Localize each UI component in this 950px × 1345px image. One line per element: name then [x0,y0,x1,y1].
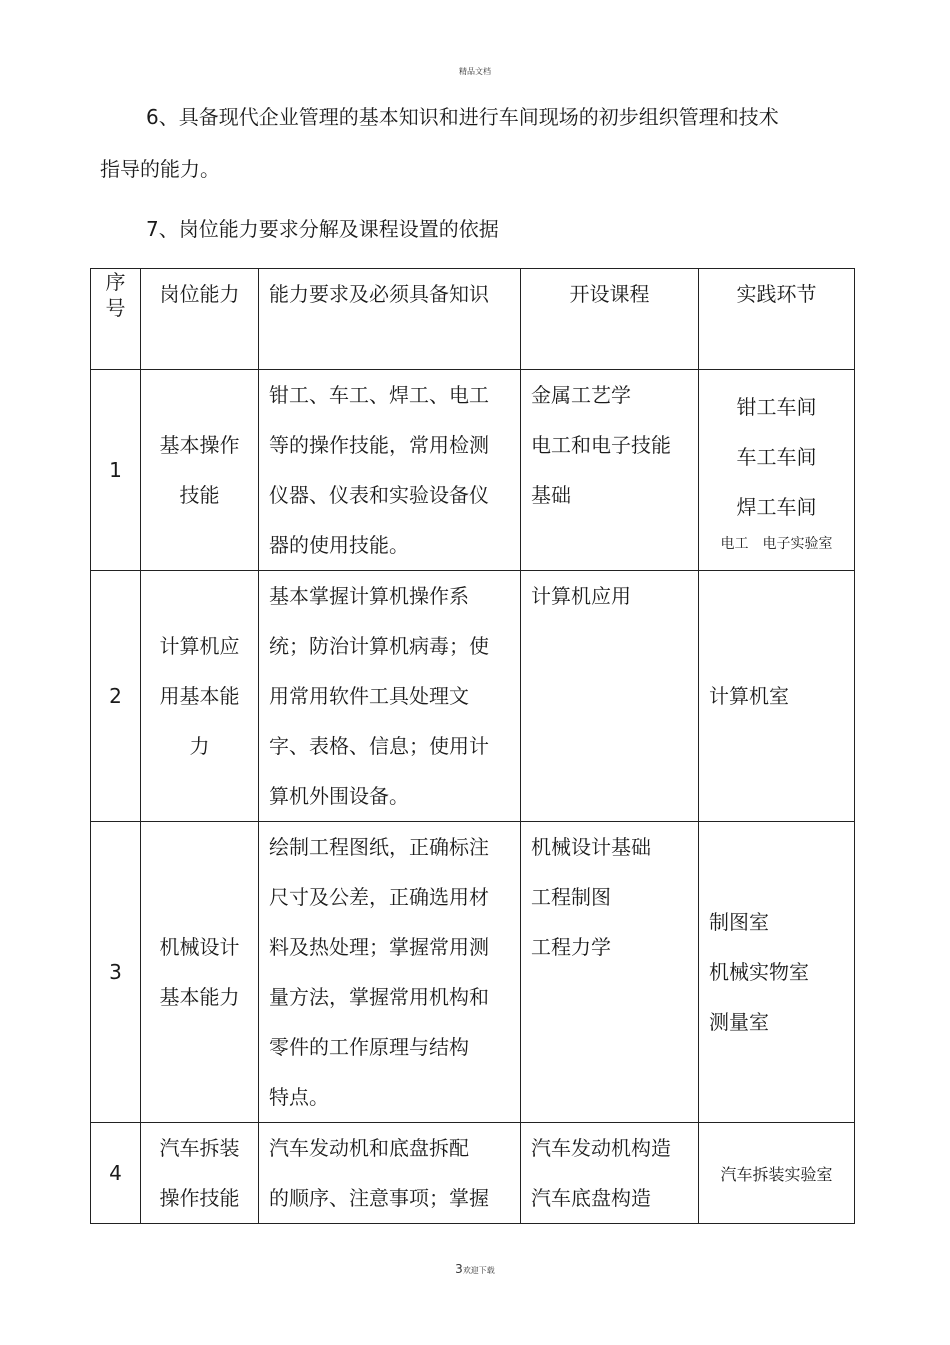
course-line: 汽车底盘构造 [531,1186,651,1210]
requirement-line: 算机外围设备。 [269,784,409,808]
requirement-line: 基本掌握计算机操作系 [269,584,469,608]
practice-line: 测量室 [709,1010,769,1034]
requirement-line: 料及热处理；掌握常用测 [269,935,489,959]
table-row [91,1123,855,1224]
paragraph-6-line-2: 指导的能力。 [100,157,220,181]
requirements-table [90,268,855,1224]
requirement-line: 绘制工程图纸，正确标注 [269,835,489,859]
row-practice [699,571,855,822]
requirement-line: 钳工、车工、焊工、电工 [269,383,489,407]
course-line: 金属工艺学 [531,383,631,407]
row-seq: 1 [91,370,141,571]
ability-line: 基本操作 [159,433,240,457]
practice-line: 机械实物室 [709,960,809,984]
requirement-line: 零件的工作原理与结构 [269,1035,469,1059]
row-requirements [259,370,521,571]
practice-line: 钳工车间 [736,395,817,419]
requirement-line: 特点。 [269,1085,329,1109]
row-courses [521,1123,699,1224]
requirement-line: 汽车发动机和底盘拆配 [269,1136,469,1160]
course-line: 机械设计基础 [531,835,651,859]
row-practice [699,1123,855,1224]
requirement-line: 统；防治计算机病毒；使 [269,634,489,658]
ability-line: 计算机应 [159,634,240,658]
ability-line: 基本能力 [159,985,240,1009]
row-ability [141,370,259,571]
row-requirements [259,571,521,822]
practice-line: 焊工车间 [736,495,817,519]
practice-small-line: 电工 电子实验室 [720,536,833,552]
row-seq: 4 [91,1123,141,1224]
requirement-line: 器的使用技能。 [269,533,409,557]
row-courses [521,822,699,1123]
course-line: 工程力学 [531,935,611,959]
ability-line: 机械设计 [159,935,240,959]
ability-line: 技能 [179,483,220,507]
header-practice: 实践环节 [699,269,855,370]
header-courses: 开设课程 [521,269,699,370]
table-row [91,822,855,1123]
practice-line: 车工车间 [736,445,817,469]
header-requirements: 能力要求及必须具备知识 [259,269,521,370]
table-row [91,370,855,571]
requirement-line: 的顺序、注意事项；掌握 [269,1186,489,1210]
paragraph-7: 7、岗位能力要求分解及课程设置的依据 [146,217,499,241]
header-watermark: 精品文档 [459,67,491,76]
row-practice [699,370,855,571]
ability-line: 操作技能 [159,1186,240,1210]
requirement-line: 字、表格、信息；使用计 [269,734,489,758]
row-courses [521,571,699,822]
table-header-row [91,269,855,370]
header-seq-line-1: 序 [105,270,126,294]
ability-line: 汽车拆装 [159,1136,240,1160]
course-line: 计算机应用 [531,584,631,608]
paragraph-6-line-1: 6、具备现代企业管理的基本知识和进行车间现场的初步组织管理和技术 [146,105,779,129]
practice-line: 汽车拆装实验室 [720,1164,833,1184]
course-line: 电工和电子技能 [531,433,671,457]
course-line: 基础 [531,483,571,507]
requirement-line: 尺寸及公差，正确选用材 [269,885,489,909]
row-ability [141,1123,259,1224]
course-line: 汽车发动机构造 [531,1136,671,1160]
row-practice [699,822,855,1123]
row-ability [141,822,259,1123]
header-ability: 岗位能力 [141,269,259,370]
table-row [91,571,855,822]
ability-line: 用基本能 [159,684,240,708]
header-seq-line-2: 号 [105,296,126,320]
row-requirements [259,822,521,1123]
footer-label: 欢迎下载 [462,1266,495,1275]
footer [0,1262,950,1276]
practice-line: 计算机室 [709,684,789,708]
page-number: 3 [455,1262,463,1276]
row-ability [141,571,259,822]
row-courses [521,370,699,571]
course-line: 工程制图 [531,885,611,909]
row-requirements [259,1123,521,1224]
requirement-line: 等的操作技能，常用检测 [269,433,489,457]
requirement-line: 用常用软件工具处理文 [269,684,469,708]
requirement-line: 仪器、仪表和实验设备仪 [269,483,489,507]
ability-line: 力 [189,734,210,758]
practice-line: 制图室 [709,910,769,934]
row-seq: 2 [91,571,141,822]
row-seq: 3 [91,822,141,1123]
requirement-line: 量方法，掌握常用机构和 [269,985,489,1009]
header-seq [91,269,141,370]
